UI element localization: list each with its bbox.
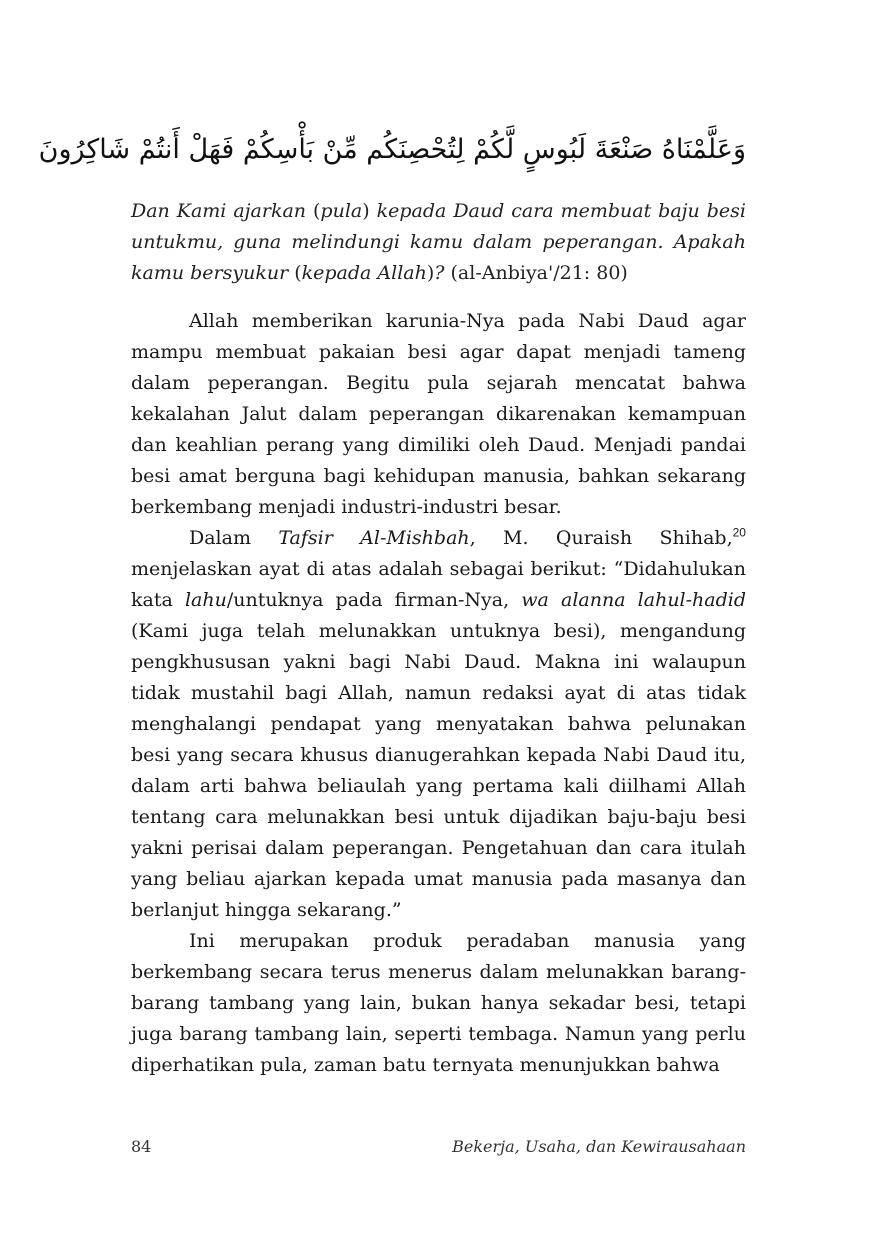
translation-part: pula (320, 200, 363, 222)
book-title-tafsir: Tafsir Al-Mishbah (278, 527, 470, 549)
page-number: 84 (131, 1137, 152, 1156)
p2-text: (Kami juga telah melunakkan untuknya besi), mengandung pengkhususan yakni bagi Nabi Daud. Makna ini walaupun tidak mustahil bagi Allah, namun redaksi ayat di atas tidak menghalangi pendapat yang menyatakan bahwa pelunakan besi yang secara khusus dianugerahkan kepada Nabi Daud itu, dalam arti bahwa beliaulah yang pertama kali diilhami Allah tentang cara melunakkan besi untuk dijadikan baju-baju besi yakni perisai dalam peperangan. Pengetahuan dan cara itulah yang beliau ajarkan kepada umat manusia pada masanya dan berlanjut hingga sekarang.” (131, 620, 746, 921)
paragraph-3: Ini merupakan produk peradaban manusia yang berkembang secara terus menerus dalam melunakkan barang-barang tambang yang lain, bukan hanya sekadar besi, tetapi juga barang tambang lain, seperti tembaga. Namun yang perlu diperhatikan pula, zaman batu ternyata menunjukkan bahwa (131, 930, 746, 1076)
verse-translation (131, 196, 746, 289)
paragraph-1: Allah memberikan karunia-Nya pada Nabi Daud agar mampu membuat pakaian besi agar dapat menjadi tameng dalam peperangan. Begitu pula sejarah mencatat bahwa kekalahan Jalut dalam peperangan dikarenakan kemampuan dan keahlian perang yang dimiliki oleh Daud. Menjadi pandai besi amat berguna bagi kehidupan manusia, bahkan sekarang berkembang menjadi industri-industri besar. (131, 310, 746, 518)
translation-part: ? (434, 262, 445, 284)
body-text (131, 306, 746, 1081)
term-lahu: lahu (184, 589, 227, 611)
translation-part: kepada Daud cara membuat baju besi untukmu, guna melindungi kamu dalam peperangan. Apakah kamu bersyukur (131, 200, 746, 284)
book-page (38, 0, 747, 1240)
translation-paren: ( (313, 200, 321, 222)
paragraph-2 (131, 523, 746, 926)
p2-text: Dalam (189, 527, 279, 549)
p2-text: /untuknya pada firman-Nya, (226, 589, 522, 611)
term-wa-alanna: wa alanna lahul-hadid (521, 589, 747, 611)
p2-text: , M. Quraish Shihab, (469, 527, 733, 549)
page-footer (131, 1137, 746, 1165)
translation-part: Dan Kami ajarkan (131, 200, 313, 222)
translation-paren: ) (426, 262, 435, 284)
quran-verse-arabic: وَعَلَّمْنَاهُ صَنْعَةَ لَبُوسٍ لَّكُمْ لِتُحْصِنَكُم مِّنْ بَأْسِكُمْ فَهَلْ أَنتُمْ شَاكِرُونَ (38, 134, 746, 165)
translation-paren: ) (362, 200, 370, 222)
running-title: Bekerja, Usaha, dan Kewirausahaan (452, 1137, 746, 1156)
translation-paren: ( (294, 262, 302, 284)
footnote-marker[interactable]: 20 (732, 525, 746, 540)
translation-part: kepada Allah (301, 262, 427, 284)
verse-reference: (al-Anbiya'/21: 80) (444, 262, 628, 284)
p2-text: menjelaskan ayat di atas adalah sebagai berikut: “Didahulukan kata (131, 558, 746, 611)
